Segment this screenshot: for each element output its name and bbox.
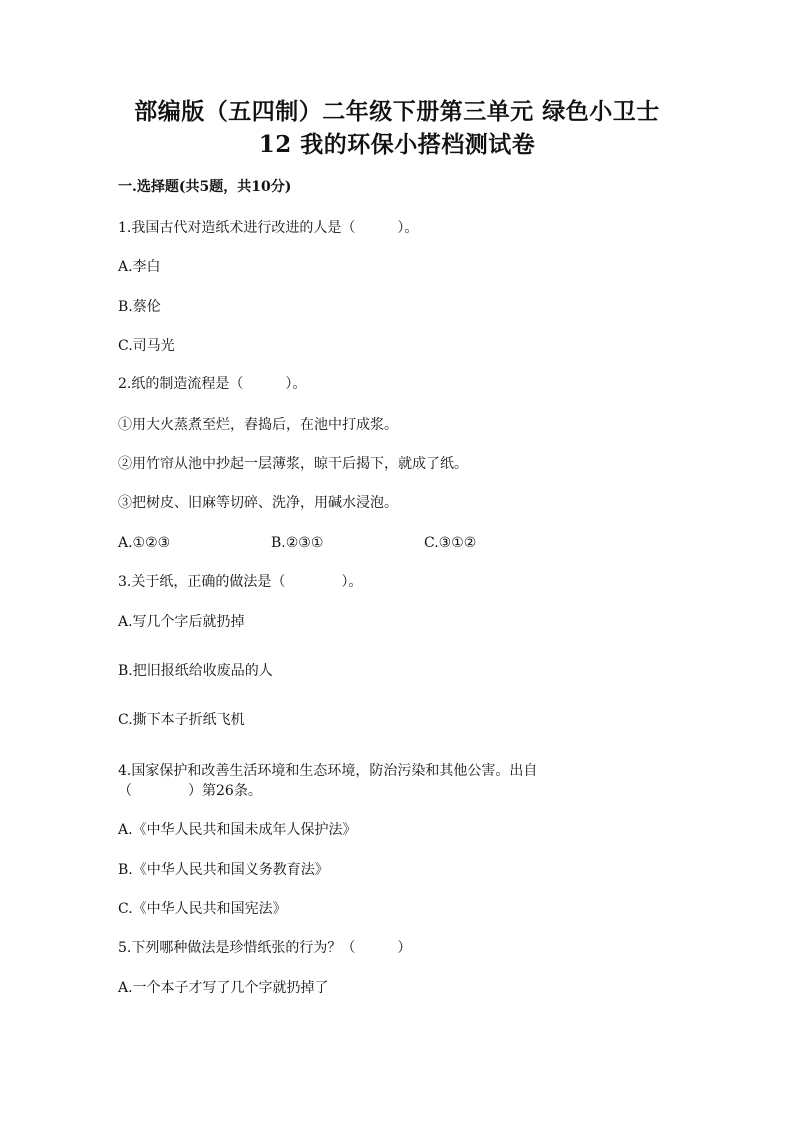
page-title: 部编版（五四制）二年级下册第三单元 绿色小卫士 (134, 98, 660, 125)
question-4-option-b[interactable]: B.《中华人民共和国义务教育法》 (118, 862, 329, 878)
question-3-option-c[interactable]: C.撕下本子折纸飞机 (118, 712, 245, 728)
question-2-option-c[interactable]: C.③①② (424, 535, 477, 551)
question-3-option-b[interactable]: B.把旧报纸给收废品的人 (118, 663, 273, 679)
question-4-option-a[interactable]: A.《中华人民共和国未成年人保护法》 (118, 822, 357, 838)
question-2-option-a[interactable]: A.①②③ (118, 535, 171, 551)
question-3-stem: 3.关于纸，正确的做法是（ ）。 (118, 574, 363, 590)
question-2-step-1: ①用大火蒸煮至烂，舂捣后，在池中打成浆。 (118, 417, 398, 433)
question-4-stem-line-2: （ ）第26条。 (118, 783, 262, 799)
question-4-option-c[interactable]: C.《中华人民共和国宪法》 (118, 901, 287, 917)
question-2-stem: 2.纸的制造流程是（ ）。 (118, 376, 307, 392)
question-5-option-a[interactable]: A.一个本子才写了几个字就扔掉了 (118, 980, 329, 996)
question-1-option-a[interactable]: A.李白 (118, 259, 161, 275)
question-1-stem: 1.我国古代对造纸术进行改进的人是（ ）。 (118, 220, 419, 236)
question-2-step-3: ③把树皮、旧麻等切碎、洗净，用碱水浸泡。 (118, 495, 398, 511)
question-4-stem-line-1: 4.国家保护和改善生活环境和生态环境，防治污染和其他公害。出自 (118, 763, 538, 779)
question-3-option-a[interactable]: A.写几个字后就扔掉 (118, 614, 245, 630)
question-5-stem: 5.下列哪种做法是珍惜纸张的行为？（ ） (118, 940, 412, 956)
question-2-option-b[interactable]: B.②③① (271, 535, 324, 551)
question-1-option-b[interactable]: B.蔡伦 (118, 299, 161, 315)
question-2-step-2: ②用竹帘从池中抄起一层薄浆，晾干后揭下，就成了纸。 (118, 456, 468, 472)
section-heading: 一.选择题(共5题，共10分) (118, 179, 292, 195)
question-1-option-c[interactable]: C.司马光 (118, 338, 175, 354)
page-subtitle: 12 我的环保小搭档测试卷 (258, 131, 536, 158)
